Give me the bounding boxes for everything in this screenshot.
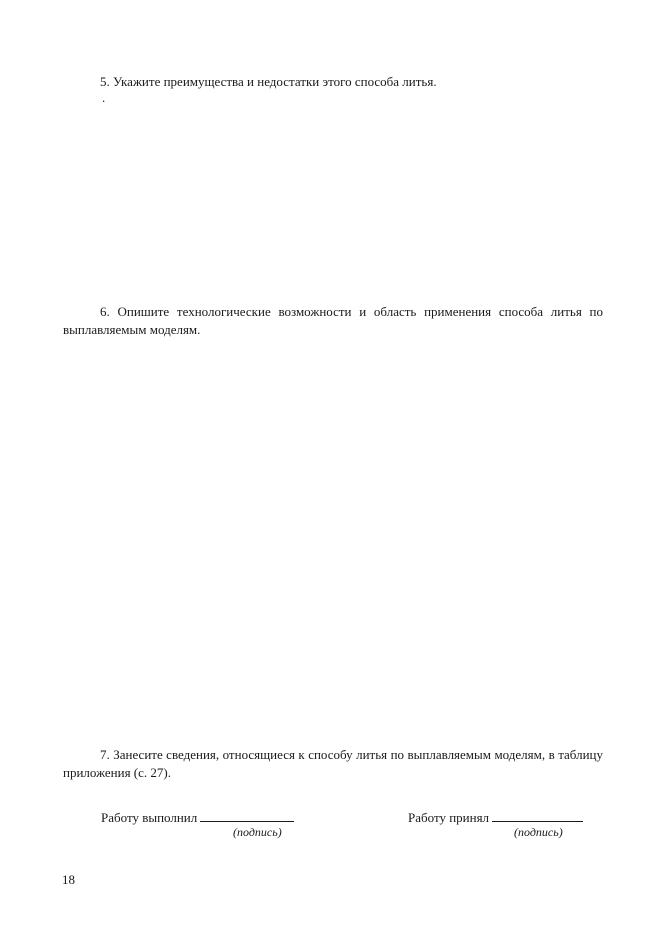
question-5: 5. Укажите преимущества и недостатки этого способа литья. bbox=[100, 74, 437, 89]
page-number: 18 bbox=[62, 872, 75, 887]
performer-signature-caption: (подпись) bbox=[233, 825, 282, 839]
signature-block-reviewer bbox=[408, 809, 583, 826]
stray-mark: . bbox=[102, 90, 106, 105]
question-7: 7. Занесите сведения, относящиеся к способу литья по выплавляемым моделям, в таблицу приложения (с. 27). bbox=[63, 747, 603, 780]
question-6: 6. Опишите технологические возможности и область применения способа литья по выплавляемым моделям. bbox=[63, 304, 603, 337]
reviewer-signature-caption: (подпись) bbox=[514, 825, 563, 839]
performer-signature-line[interactable] bbox=[200, 809, 294, 822]
reviewer-signature-line[interactable] bbox=[492, 809, 583, 822]
performer-label: Работу выполнил bbox=[101, 810, 198, 825]
reviewer-label: Работу принял bbox=[408, 810, 490, 825]
signature-block-performer bbox=[101, 809, 294, 826]
